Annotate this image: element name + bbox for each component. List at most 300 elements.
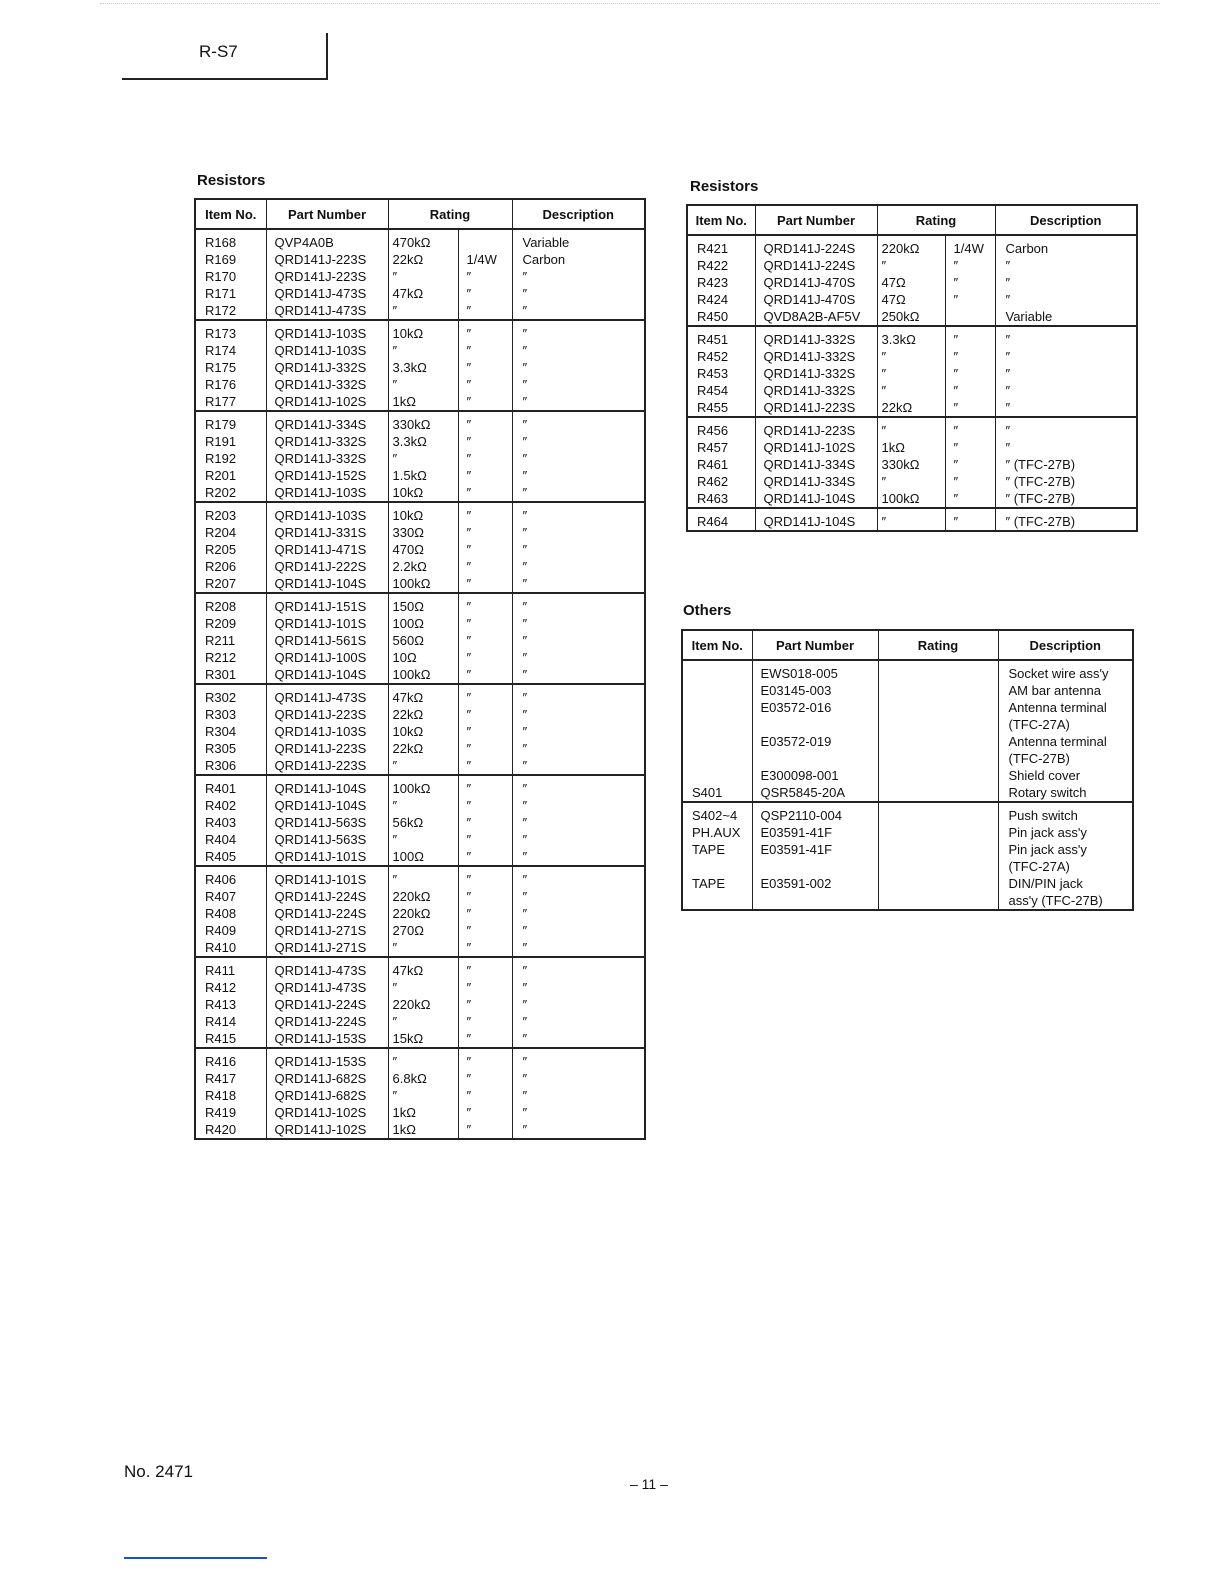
cell-line: ″ [522, 997, 528, 1012]
cell-line: QRD141J-271S [274, 940, 367, 955]
cell-line: QRD141J-104S [274, 798, 367, 813]
cell-line: R412 [205, 980, 237, 995]
cell-line: R422 [697, 258, 729, 273]
cell-line [946, 308, 995, 325]
cell-desc [998, 660, 1133, 802]
cell-line: R204 [205, 525, 237, 540]
cell-line: R301 [205, 667, 237, 682]
cell-line: 150Ω [392, 599, 424, 614]
cell-watt [458, 502, 512, 593]
cell-rating [878, 660, 998, 802]
cell-line: 47kΩ [392, 286, 424, 301]
cell-line: ″ [953, 332, 959, 347]
cell-line: ″ [392, 451, 398, 466]
cell-line: ″ [522, 485, 528, 500]
cell-item [195, 957, 266, 1048]
cell-line: R306 [205, 758, 237, 773]
cell-part [755, 508, 877, 531]
cell-line: Carbon [1005, 241, 1049, 256]
cell-line: 330Ω [392, 525, 424, 540]
row-group [195, 684, 645, 775]
cell-line: ″ [1005, 349, 1011, 364]
cell-line [683, 716, 752, 733]
cell-line: ″ [522, 1031, 528, 1046]
cell-line: ass'y (TFC-27B) [1008, 893, 1103, 908]
cell-part [266, 1048, 388, 1139]
cell-line: R208 [205, 599, 237, 614]
row-group [195, 957, 645, 1048]
cell-item [195, 593, 266, 684]
cell-line: QRD141J-103S [274, 724, 367, 739]
cell-line: ″ [522, 872, 528, 887]
cell-line: E03572-019 [760, 734, 832, 749]
cell-line [753, 892, 878, 909]
cell-line: ″ [466, 650, 472, 665]
cell-line: ″ [953, 423, 959, 438]
cell-line: ″ [522, 417, 528, 432]
cell-line: 220kΩ [392, 889, 431, 904]
cell-line: R416 [205, 1054, 237, 1069]
cell-desc [512, 957, 645, 1048]
cell-line: E03591-41F [760, 842, 833, 857]
cell-line: R421 [697, 241, 729, 256]
cell-line: 100kΩ [881, 491, 920, 506]
cell-line: R303 [205, 707, 237, 722]
cell-line: ″ [466, 542, 472, 557]
table-row [195, 593, 645, 684]
cell-line: QRD141J-102S [274, 1105, 367, 1120]
col-desc: Description [995, 205, 1137, 235]
cell-line: QRD141J-332S [274, 360, 367, 375]
row-group [195, 229, 645, 320]
cell-line: QRD141J-224S [274, 906, 367, 921]
cell-desc [512, 411, 645, 502]
cell-line: ″ [522, 1105, 528, 1120]
blue-edge-mark [124, 1557, 267, 1559]
cell-line: ″ [392, 758, 398, 773]
cell-line: QRD141J-103S [274, 326, 367, 341]
cell-line: R402 [205, 798, 237, 813]
cell-line: QRD141J-151S [274, 599, 367, 614]
cell-line: PH.AUX [692, 825, 741, 840]
row-group [195, 411, 645, 502]
cell-line: QSP2110-004 [760, 808, 842, 823]
cell-line: QRD141J-332S [274, 434, 367, 449]
cell-item [687, 326, 755, 417]
cell-val [388, 957, 458, 1048]
cell-line: QRD141J-101S [274, 849, 367, 864]
cell-line: ″ [392, 832, 398, 847]
cell-val [388, 411, 458, 502]
cell-line: ″ [522, 343, 528, 358]
cell-line: QRD141J-102S [763, 440, 856, 455]
cell-line: Variable [1005, 309, 1053, 324]
cell-line: QRD141J-563S [274, 832, 367, 847]
cell-line: ″ [1005, 383, 1011, 398]
cell-line: R202 [205, 485, 237, 500]
cell-line [683, 767, 752, 784]
cell-item [195, 775, 266, 866]
cell-line: ″ [466, 599, 472, 614]
cell-line: ″ [466, 889, 472, 904]
cell-line: R171 [205, 286, 237, 301]
cell-line: ″ [1005, 366, 1011, 381]
cell-line: ″ [466, 690, 472, 705]
cell-line [753, 858, 878, 875]
cell-line: QRD141J-223S [763, 423, 856, 438]
cell-line: ″ (TFC-27B) [1005, 474, 1076, 489]
cell-line: ″ [522, 394, 528, 409]
col-rating: Rating [388, 199, 512, 229]
cell-line [753, 716, 878, 733]
cell-line: ″ [466, 633, 472, 648]
cell-item [195, 684, 266, 775]
cell-val [388, 684, 458, 775]
cell-line: QRD141J-222S [274, 559, 367, 574]
cell-line: ″ [522, 434, 528, 449]
cell-line: ″ [466, 963, 472, 978]
cell-desc [995, 235, 1137, 326]
cell-line: R173 [205, 326, 237, 341]
col-part: Part Number [266, 199, 388, 229]
cell-desc [995, 508, 1137, 531]
cell-desc [512, 593, 645, 684]
cell-item [687, 508, 755, 531]
cell-line: ″ [466, 286, 472, 301]
cell-line: R463 [697, 491, 729, 506]
cell-line: E03145-003 [760, 683, 832, 698]
row-group [195, 775, 645, 866]
cell-line: ″ [953, 457, 959, 472]
cell-line: ″ [522, 360, 528, 375]
cell-line: ″ [466, 997, 472, 1012]
cell-item [195, 866, 266, 957]
cell-line: ″ [522, 741, 528, 756]
cell-line: QRD141J-153S [274, 1031, 367, 1046]
cell-line: ″ [466, 849, 472, 864]
cell-line: 6.8kΩ [392, 1071, 427, 1086]
cell-line: QRD141J-100S [274, 650, 367, 665]
cell-watt [945, 326, 995, 417]
cell-line: ″ [466, 667, 472, 682]
cell-line: QRD141J-104S [763, 514, 856, 529]
cell-desc [995, 326, 1137, 417]
cell-line: R401 [205, 781, 237, 796]
cell-line: QSR5845-20A [760, 785, 846, 800]
cell-line: 330kΩ [392, 417, 431, 432]
table-row [195, 411, 645, 502]
cell-line: ″ [953, 258, 959, 273]
cell-desc [512, 320, 645, 411]
cell-watt [945, 235, 995, 326]
cell-line: QRD141J-103S [274, 343, 367, 358]
table-row [195, 229, 645, 320]
cell-item [195, 502, 266, 593]
cell-line: R404 [205, 832, 237, 847]
cell-line: ″ [466, 707, 472, 722]
cell-line: ″ [392, 940, 398, 955]
cell-line: ″ [466, 616, 472, 631]
cell-line: 220kΩ [392, 997, 431, 1012]
cell-item [687, 235, 755, 326]
cell-line: R457 [697, 440, 729, 455]
cell-watt [458, 229, 512, 320]
document-number: No. 2471 [124, 1462, 193, 1481]
cell-line: R302 [205, 690, 237, 705]
cell-line: ″ [466, 468, 472, 483]
cell-item [195, 229, 266, 320]
cell-line: QRD141J-224S [763, 258, 856, 273]
cell-line: QVD8A2B-AF5V [763, 309, 861, 324]
row-group [687, 417, 1137, 508]
cell-line: ″ [953, 514, 959, 529]
cell-part [266, 411, 388, 502]
cell-val [877, 235, 945, 326]
cell-line: ″ [953, 275, 959, 290]
cell-line: R168 [205, 235, 237, 250]
cell-line: 250kΩ [881, 309, 920, 324]
cell-line: QRD141J-153S [274, 1054, 367, 1069]
model-rule-vertical [326, 33, 328, 79]
cell-line [683, 750, 752, 767]
cell-line: ″ [1005, 292, 1011, 307]
cell-line: QRD141J-104S [763, 491, 856, 506]
col-desc: Description [512, 199, 645, 229]
cell-line: Antenna terminal [1008, 700, 1107, 715]
cell-line: 1kΩ [392, 394, 416, 409]
cell-line: 3.3kΩ [392, 360, 427, 375]
cell-line: 1kΩ [392, 1122, 416, 1137]
cell-line: ″ [466, 508, 472, 523]
cell-line: QRD141J-152S [274, 468, 367, 483]
cell-line: QRD141J-470S [763, 275, 856, 290]
cell-line: R304 [205, 724, 237, 739]
left-resistor-table [194, 198, 646, 1140]
table-row [195, 502, 645, 593]
cell-line: ″ [466, 741, 472, 756]
cell-line: ″ [953, 349, 959, 364]
page-number: – 11 – [630, 1476, 668, 1492]
cell-line: R191 [205, 434, 237, 449]
cell-item [682, 802, 752, 910]
cell-line: R417 [205, 1071, 237, 1086]
cell-line: ″ [392, 343, 398, 358]
cell-line: ″ [392, 980, 398, 995]
cell-line: QRD141J-223S [274, 741, 367, 756]
cell-val [388, 320, 458, 411]
cell-line: ″ [522, 1071, 528, 1086]
cell-line: ″ (TFC-27B) [1005, 514, 1076, 529]
cell-line: 47kΩ [392, 690, 424, 705]
cell-line: QRD141J-271S [274, 923, 367, 938]
cell-line: 220kΩ [392, 906, 431, 921]
table-row [195, 866, 645, 957]
table-row [195, 1048, 645, 1139]
cell-line: QRD141J-101S [274, 616, 367, 631]
cell-part [266, 593, 388, 684]
cell-line: QRD141J-102S [274, 394, 367, 409]
cell-line: ″ [466, 303, 472, 318]
cell-desc [512, 775, 645, 866]
cell-desc [998, 802, 1133, 910]
cell-line: 1/4W [466, 252, 497, 267]
cell-line: (TFC-27A) [1008, 859, 1070, 874]
cell-line: 100kΩ [392, 667, 431, 682]
cell-line: ″ [1005, 332, 1011, 347]
cell-desc [512, 684, 645, 775]
cell-line: QRD141J-332S [763, 349, 856, 364]
cell-desc [512, 502, 645, 593]
cell-line: ″ [466, 451, 472, 466]
cell-item [195, 411, 266, 502]
cell-line: QRD141J-682S [274, 1088, 367, 1103]
cell-item [195, 1048, 266, 1139]
cell-line: R453 [697, 366, 729, 381]
cell-item [682, 660, 752, 802]
cell-line: ″ [466, 1122, 472, 1137]
cell-line: ″ [522, 1014, 528, 1029]
cell-line: QRD141J-470S [763, 292, 856, 307]
cell-line: 270Ω [392, 923, 424, 938]
cell-line: R305 [205, 741, 237, 756]
cell-line: ″ [466, 269, 472, 284]
cell-line: ″ [522, 849, 528, 864]
cell-line: ″ [522, 468, 528, 483]
cell-desc [512, 866, 645, 957]
cell-val [388, 775, 458, 866]
cell-line: Carbon [522, 252, 566, 267]
cell-line [683, 733, 752, 750]
cell-val [388, 866, 458, 957]
cell-line: ″ [881, 383, 887, 398]
cell-line: QRD141J-104S [274, 667, 367, 682]
cell-line: Socket wire ass'y [1008, 666, 1109, 681]
cell-line: QRD141J-561S [274, 633, 367, 648]
cell-line: ″ [466, 781, 472, 796]
cell-line [459, 234, 512, 251]
cell-line: 3.3kΩ [881, 332, 916, 347]
cell-line: R207 [205, 576, 237, 591]
cell-line: Variable [522, 235, 570, 250]
cell-line: QRD141J-332S [274, 451, 367, 466]
right-heading: Resistors [690, 178, 759, 195]
cell-line: R201 [205, 468, 237, 483]
cell-line: R174 [205, 343, 237, 358]
cell-part [266, 502, 388, 593]
cell-line: ″ [466, 832, 472, 847]
cell-line: ″ [522, 633, 528, 648]
cell-line: ″ [881, 366, 887, 381]
cell-item [687, 417, 755, 508]
cell-line: EWS018-005 [760, 666, 838, 681]
cell-line: ″ [522, 724, 528, 739]
cell-line: ″ [392, 798, 398, 813]
cell-line: QRD141J-224S [274, 1014, 367, 1029]
cell-part [266, 320, 388, 411]
cell-line: QRD141J-332S [274, 377, 367, 392]
cell-line: R456 [697, 423, 729, 438]
cell-line: ″ [466, 1088, 472, 1103]
cell-line: R415 [205, 1031, 237, 1046]
cell-line: 470Ω [392, 542, 424, 557]
cell-val [877, 508, 945, 531]
cell-line: R411 [205, 963, 236, 978]
cell-line: QRD141J-334S [763, 457, 856, 472]
row-group [687, 235, 1137, 326]
cell-line: ″ [522, 940, 528, 955]
cell-line: QRD141J-332S [763, 383, 856, 398]
cell-line: ″ [466, 1014, 472, 1029]
cell-line: R464 [697, 514, 729, 529]
cell-line: ″ [466, 906, 472, 921]
table-row [195, 320, 645, 411]
cell-line: ″ [522, 451, 528, 466]
cell-line: QRD141J-223S [274, 269, 367, 284]
cell-line: ″ [522, 832, 528, 847]
cell-watt [458, 684, 512, 775]
cell-line: ″ [466, 923, 472, 938]
cell-rating [878, 802, 998, 910]
cell-line: R170 [205, 269, 237, 284]
cell-line: 1/4W [953, 241, 984, 256]
cell-line: QRD141J-223S [274, 252, 367, 267]
cell-line [683, 682, 752, 699]
cell-desc [995, 417, 1137, 508]
cell-val [388, 229, 458, 320]
cell-line: ″ [522, 1122, 528, 1137]
cell-line: ″ [466, 798, 472, 813]
cell-watt [458, 320, 512, 411]
cell-line: QRD141J-102S [274, 1122, 367, 1137]
cell-part [755, 326, 877, 417]
cell-line: 22kΩ [392, 707, 424, 722]
cell-line: Antenna terminal [1008, 734, 1107, 749]
cell-line: QRD141J-223S [274, 707, 367, 722]
cell-val [388, 1048, 458, 1139]
table-row [687, 417, 1137, 508]
cell-line: 1.5kΩ [392, 468, 427, 483]
others-table [681, 629, 1134, 911]
cell-watt [458, 866, 512, 957]
col-part: Part Number [752, 630, 878, 660]
cell-watt [945, 417, 995, 508]
cell-part [266, 229, 388, 320]
cell-line: R203 [205, 508, 237, 523]
cell-line [683, 892, 752, 909]
cell-line: 22kΩ [392, 741, 424, 756]
cell-line: ″ [953, 491, 959, 506]
cell-line: ″ [466, 872, 472, 887]
cell-line: ″ [522, 798, 528, 813]
cell-line: R176 [205, 377, 237, 392]
table-row [195, 957, 645, 1048]
cell-line: 10kΩ [392, 485, 424, 500]
cell-line: TAPE [692, 842, 725, 857]
cell-line: QRD141J-224S [274, 889, 367, 904]
cell-line: 22kΩ [392, 252, 424, 267]
cell-line: DIN/PIN jack [1008, 876, 1083, 891]
cell-line: ″ [1005, 423, 1011, 438]
cell-line: TAPE [692, 876, 725, 891]
cell-line: QRD141J-332S [763, 332, 856, 347]
cell-line: S402~4 [692, 808, 738, 823]
cell-part [755, 417, 877, 508]
cell-line: ″ [522, 303, 528, 318]
cell-line: R192 [205, 451, 237, 466]
cell-line: Rotary switch [1008, 785, 1087, 800]
cell-line: R403 [205, 815, 237, 830]
cell-line: R175 [205, 360, 237, 375]
